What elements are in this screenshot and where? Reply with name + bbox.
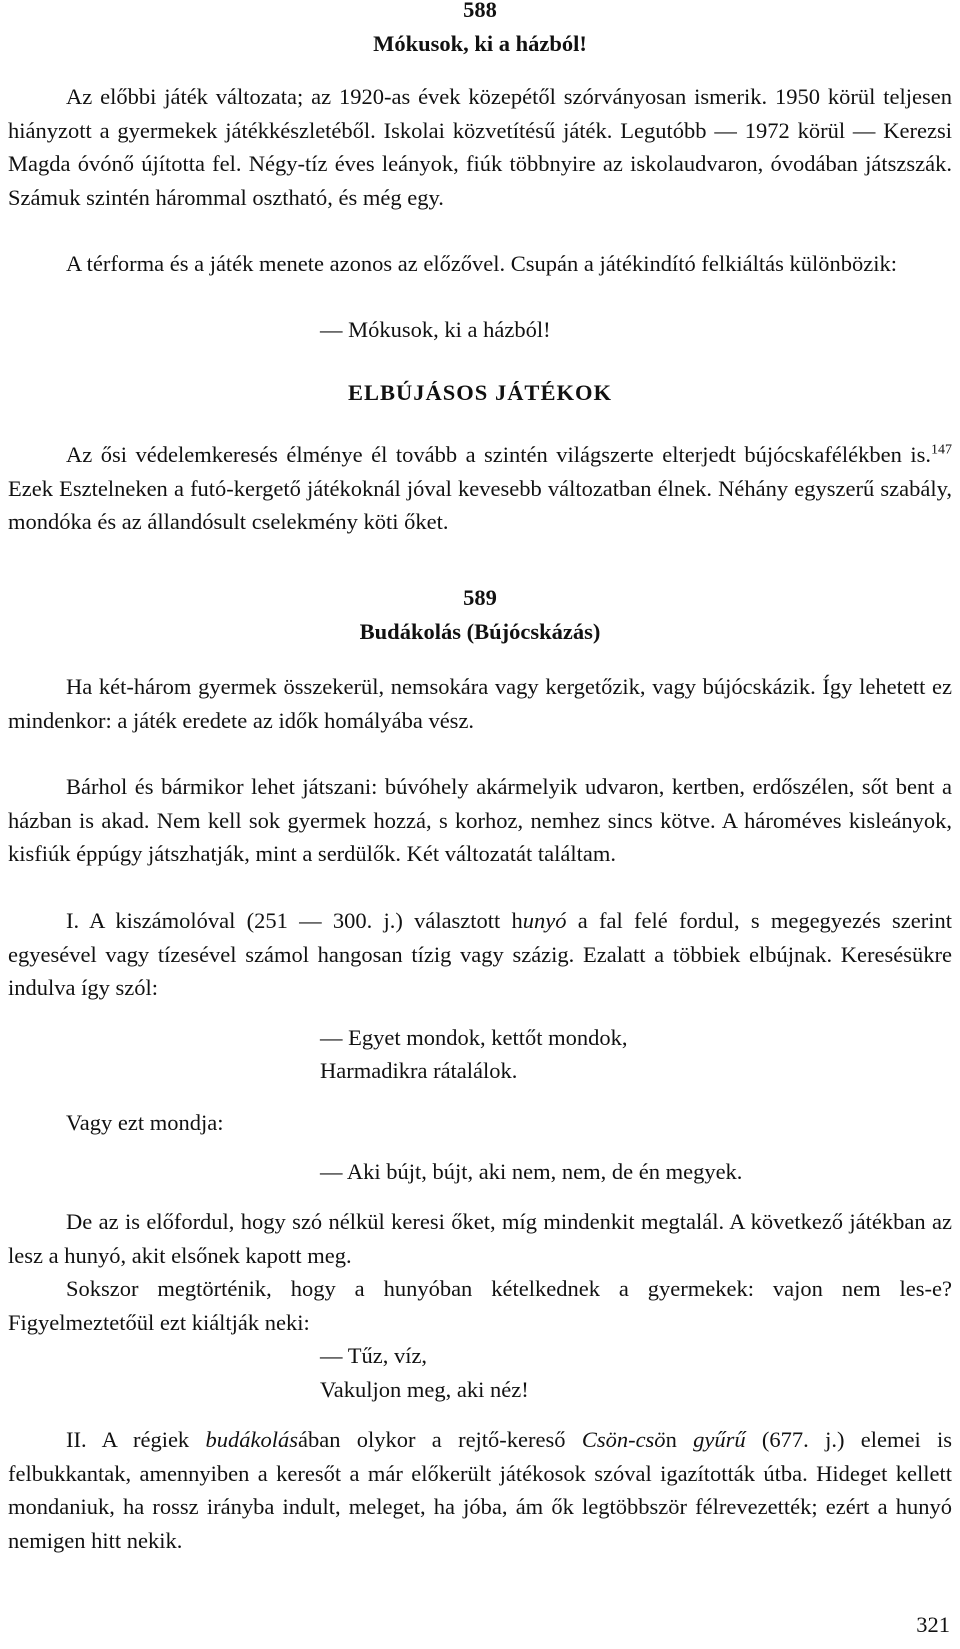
section-intro — [8, 438, 952, 539]
entry-588-number: 588 — [463, 0, 497, 22]
footnote-reference: 147 — [931, 442, 952, 458]
section-heading: ELBÚJÁSOS JÁTÉKOK — [348, 380, 612, 405]
page-number: 321 — [916, 1612, 950, 1637]
entry-588-call: — Mókusok, ki a házból! — [320, 317, 551, 342]
p6-italic-2: Csön-csö — [581, 1427, 666, 1452]
entry-589-paragraph-1: Ha két-három gyermek összekerül, nemsokára vagy kergetőzik, vagy bújócskázik. Így lehetett ez mindenkor: a játék eredete az idők homályába vész. — [8, 674, 952, 733]
p6-italic-1: budákolás — [205, 1427, 298, 1452]
entry-589-paragraph-3 — [8, 904, 952, 1005]
p6-italic-3: gyűrű — [693, 1427, 746, 1452]
or-says-label: Vagy ezt mondja: — [66, 1110, 224, 1135]
p3-italic: unyó — [522, 908, 567, 933]
entry-589-paragraph-6 — [8, 1423, 952, 1557]
section-intro-text-2: Ezek Esztelneken a futó-kergető játékoknál jóval kevesebb változatban élnek. Néhány egyszerű szabály, mondóka és az állandósult cselekmény köti őket. — [8, 475, 952, 534]
entry-589-paragraph-4: De az is előfordul, hogy szó nélkül keresi őket, míg mindenkit megtalál. A következő játékban az lesz a hunyó, akit elsőnek kapott meg. — [8, 1209, 952, 1268]
p6-text-3: n — [665, 1427, 694, 1452]
p6-text-1: II. A régiek — [66, 1427, 206, 1452]
p3-text-2: a fal felé fordul, s megegyezés szerint egyesével vagy tízesével számol hangosan tízig vagy százig. Ezalatt a többiek elbújnak. Keresésükre indulva így szól: — [8, 908, 952, 1000]
entry-589-number: 589 — [463, 585, 497, 610]
p3-text-1: I. A kiszámolóval (251 — 300. j.) választott h — [66, 908, 523, 933]
entry-589-paragraph-2: Bárhol és bármikor lehet játszani: búvóhely akármelyik udvaron, kertben, erdőszélen, sőt bent a házban is akad. Nem kell sok gyermek hozzá, s korhoz, nemhez sincs kötve. A hároméves kisleányok, kisfiúk éppúgy játszhatják, mint a serdülők. Két változatát találtam. — [8, 774, 952, 866]
entry-588-paragraph-1: Az előbbi játék változata; az 1920-as évek közepétől szórványosan ismerik. 1950 körül teljesen hiányzott a gyermekek játékkészletéből. Iskolai közvetítésű játék. Legutóbb — 1972 körül — Kerezsi Magda óvónő újította fel. Négy-tíz éves leányok, fiúk többnyire az iskolaudvaron, óvodában játszszák. Számuk szintén hárommal osztható, és még egy. — [8, 84, 952, 210]
entry-588-paragraph-2: A térforma és a játék menete azonos az előzővel. Csupán a játékindító felkiáltás különbözik: — [66, 251, 897, 276]
p6-text-2: ában olykor a rejtő-kereső — [297, 1427, 582, 1452]
rhyme-3-line-2: Vakuljon meg, aki néz! — [320, 1377, 529, 1402]
section-intro-text-1: Az ősi védelemkeresés élménye él tovább a szintén világszerte elterjedt bújócskafélékben is. — [66, 442, 931, 467]
rhyme-3-line-1: — Tűz, víz, — [320, 1343, 428, 1368]
rhyme-2: — Aki bújt, bújt, aki nem, nem, de én megyek. — [320, 1159, 743, 1184]
rhyme-1-line-2: Harmadikra rátalálok. — [320, 1058, 518, 1083]
rhyme-1-line-1: — Egyet mondok, kettőt mondok, — [320, 1025, 628, 1050]
entry-588-title: Mókusok, ki a házból! — [373, 31, 587, 56]
entry-589-paragraph-5: Sokszor megtörténik, hogy a hunyóban kételkednek a gyermekek: vajon nem les-e? Figyelmeztetőül ezt kiáltják neki: — [8, 1276, 952, 1335]
entry-589-title: Budákolás (Bújócskázás) — [359, 619, 601, 644]
p6-text-4: (677. j.) elemei is felbukkantak, amennyiben a keresőt a már előkerült játékosok szóval igazították útba. Hideget kellett mondaniuk, ha rossz irányba indult, meleget, ha jóba, ám ők legtöbbször félrevezették; ezért a hunyó nemigen hitt nekik. — [8, 1427, 952, 1553]
